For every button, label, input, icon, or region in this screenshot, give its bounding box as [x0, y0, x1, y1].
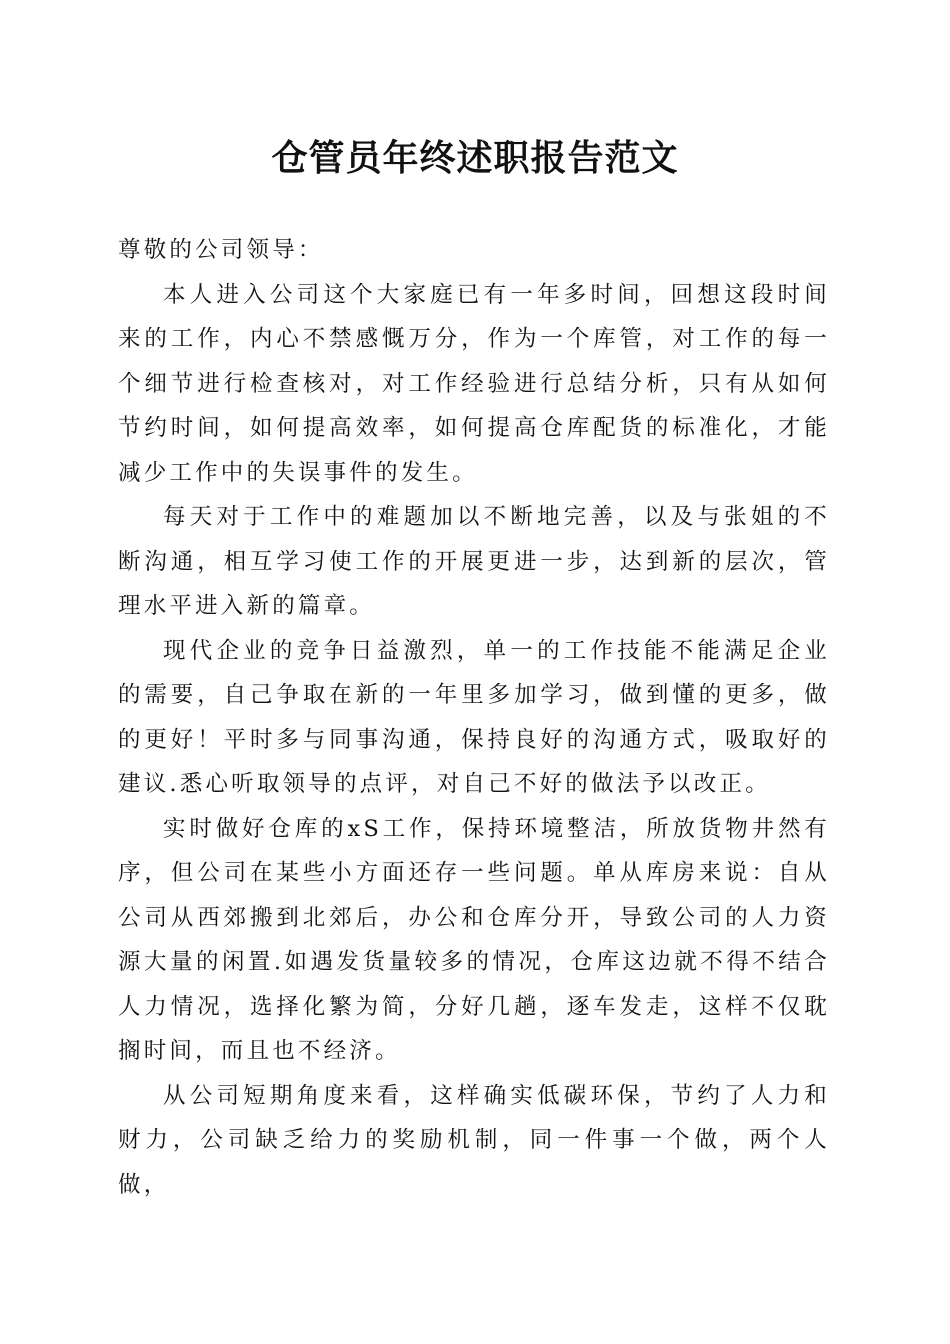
- paragraph: 本人进入公司这个大家庭已有一年多时间，回想这段时间来的工作，内心不禁感慨万分，作为一个库管，对工作的每一个细节进行检查核对，对工作经验进行总结分析，只有从如何节约时间，如何提高效率，如何提高仓库配货的标准化，才能减少工作中的失误事件的发生。: [118, 281, 830, 486]
- paragraph: 实时做好仓库的xS工作，保持环境整洁，所放货物井然有序，但公司在某些小方面还存一些问题。单从库房来说：自从公司从西郊搬到北郊后，办公和仓库分开，导致公司的人力资源大量的闲置.如遇发货量较多的情况，仓库这边就不得不结合人力情况，选择化繁为简，分好几趟，逐车发走，这样不仅耽搁时间，而且也不经济。: [118, 815, 830, 1064]
- document-body: [118, 228, 830, 1207]
- paragraph: 现代企业的竞争日益激烈，单一的工作技能不能满足企业的需要，自己争取在新的一年里多加学习，做到懂的更多，做的更好！平时多与同事沟通，保持良好的沟通方式，吸取好的建议.悉心听取领导的点评，对自己不好的做法予以改正。: [118, 637, 830, 797]
- paragraph: 每天对于工作中的难题加以不断地完善，以及与张姐的不断沟通，相互学习使工作的开展更进一步，达到新的层次，管理水平进入新的篇章。: [118, 504, 830, 619]
- paragraph: 从公司短期角度来看，这样确实低碳环保，节约了人力和财力，公司缺乏给力的奖励机制，同一件事一个做，两个人做，: [118, 1082, 830, 1198]
- document-title: 仓管员年终述职报告范文: [271, 137, 679, 179]
- salutation: 尊敬的公司领导：: [118, 237, 324, 263]
